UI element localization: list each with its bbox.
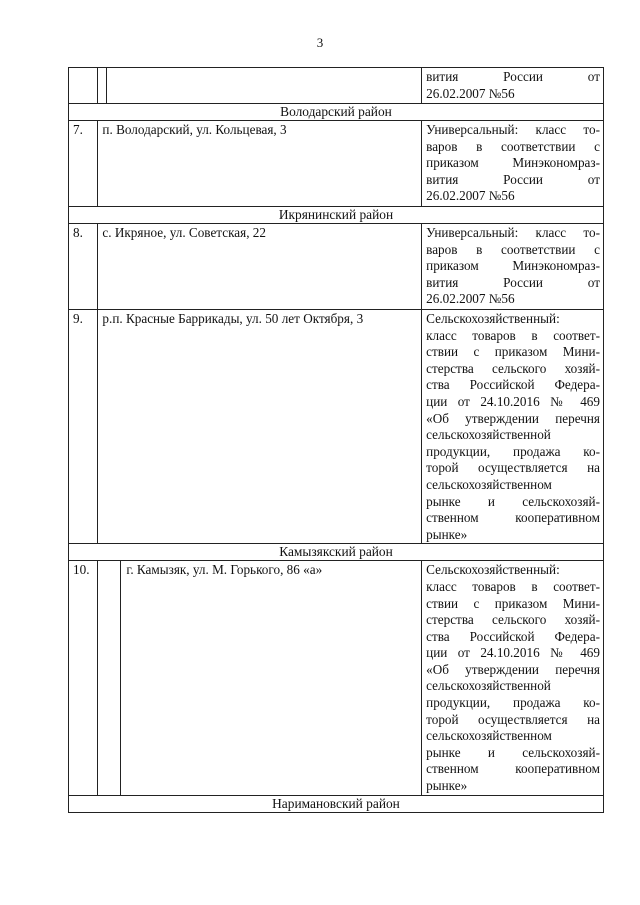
type-line: ции от 24.10.2016 № 469	[426, 393, 600, 409]
type-line: ствии с приказом Мини-	[426, 595, 600, 611]
cell-address: р.п. Красные Баррикады, ул. 50 лет Октября, 3	[98, 310, 422, 544]
district-row	[69, 207, 604, 224]
type-line: варов в соответствии с	[426, 138, 600, 154]
district-name: Володарский район	[69, 104, 604, 121]
cell-type	[422, 68, 604, 104]
type-line: приказом Минэкономраз-	[426, 258, 600, 274]
type-line: стерства сельского хозяй-	[426, 612, 600, 628]
cell-address	[98, 561, 422, 795]
type-line: сельскохозяйственном	[426, 728, 552, 744]
page-number: 3	[316, 35, 324, 50]
inner-divider	[106, 68, 107, 103]
type-line: продукции, продажа ко-	[426, 695, 600, 711]
district-name: Икрянинский район	[69, 207, 604, 224]
type-line: рынке»	[426, 526, 468, 542]
type-line: класс товаров в соответ-	[426, 327, 600, 343]
cell-num: 10.	[69, 561, 98, 795]
cell-type	[422, 121, 604, 207]
type-line: сельскохозяйственной	[426, 678, 551, 694]
type-line: торой осуществляется на	[426, 711, 600, 727]
type-line: ственном кооперативном	[426, 761, 600, 777]
type-line: Сельскохозяйственный:	[426, 562, 560, 578]
type-line: вития России от	[426, 171, 600, 187]
type-line: рынке и сельскохозяй-	[426, 493, 600, 509]
type-line: ственном кооперативном	[426, 510, 600, 526]
type-line: продукции, продажа ко-	[426, 443, 600, 459]
type-line: сельскохозяйственной	[426, 427, 551, 443]
district-name: Камызякский район	[69, 544, 604, 561]
type-line: ствии с приказом Мини-	[426, 344, 600, 360]
type-line: 26.02.2007 №56	[426, 188, 515, 204]
table-row	[69, 224, 604, 310]
type-line: вития России от	[426, 274, 600, 290]
type-line: 26.02.2007 №56	[426, 85, 515, 101]
type-line: варов в соответствии с	[426, 241, 600, 257]
cell-num: 9.	[69, 310, 98, 544]
inner-divider	[120, 561, 121, 794]
cell-address: с. Икряное, ул. Советская, 22	[98, 224, 422, 310]
cell-num: 8.	[69, 224, 98, 310]
type-line: стерства сельского хозяй-	[426, 360, 600, 376]
type-line: ции от 24.10.2016 № 469	[426, 645, 600, 661]
cell-type	[422, 224, 604, 310]
type-line: Универсальный: класс то-	[426, 122, 600, 137]
table-row	[69, 121, 604, 207]
table-row	[69, 561, 604, 795]
cell-address: п. Володарский, ул. Кольцевая, 3	[98, 121, 422, 207]
type-line: приказом Минэкономраз-	[426, 155, 600, 171]
type-line: класс товаров в соответ-	[426, 578, 600, 594]
type-line: 26.02.2007 №56	[426, 291, 515, 307]
markets-table	[68, 67, 604, 813]
cell-num	[69, 68, 98, 104]
cell-type	[422, 310, 604, 544]
type-line: Универсальный: класс то-	[426, 225, 600, 240]
type-line: торой осуществляется на	[426, 460, 600, 476]
district-row	[69, 544, 604, 561]
type-line: сельскохозяйственном	[426, 476, 552, 492]
cell-num: 7.	[69, 121, 98, 207]
district-row	[69, 795, 604, 812]
type-line: ства Российской Федера-	[426, 628, 600, 644]
type-line: ства Российской Федера-	[426, 377, 600, 393]
type-line: рынке»	[426, 778, 468, 794]
district-name: Наримановский район	[69, 795, 604, 812]
type-line: «Об утверждении перечня	[426, 410, 600, 426]
type-line: Сельскохозяйственный:	[426, 311, 560, 326]
table-row-continuation	[69, 68, 604, 104]
type-line: вития России от	[426, 69, 600, 84]
table-row	[69, 310, 604, 544]
type-line: «Об утверждении перечня	[426, 661, 600, 677]
type-line: рынке и сельскохозяй-	[426, 744, 600, 760]
cell-type	[422, 561, 604, 795]
district-row	[69, 104, 604, 121]
address-text: г. Камызяк, ул. М. Горького, 86 «а»	[126, 562, 323, 578]
cell-address	[98, 68, 422, 104]
